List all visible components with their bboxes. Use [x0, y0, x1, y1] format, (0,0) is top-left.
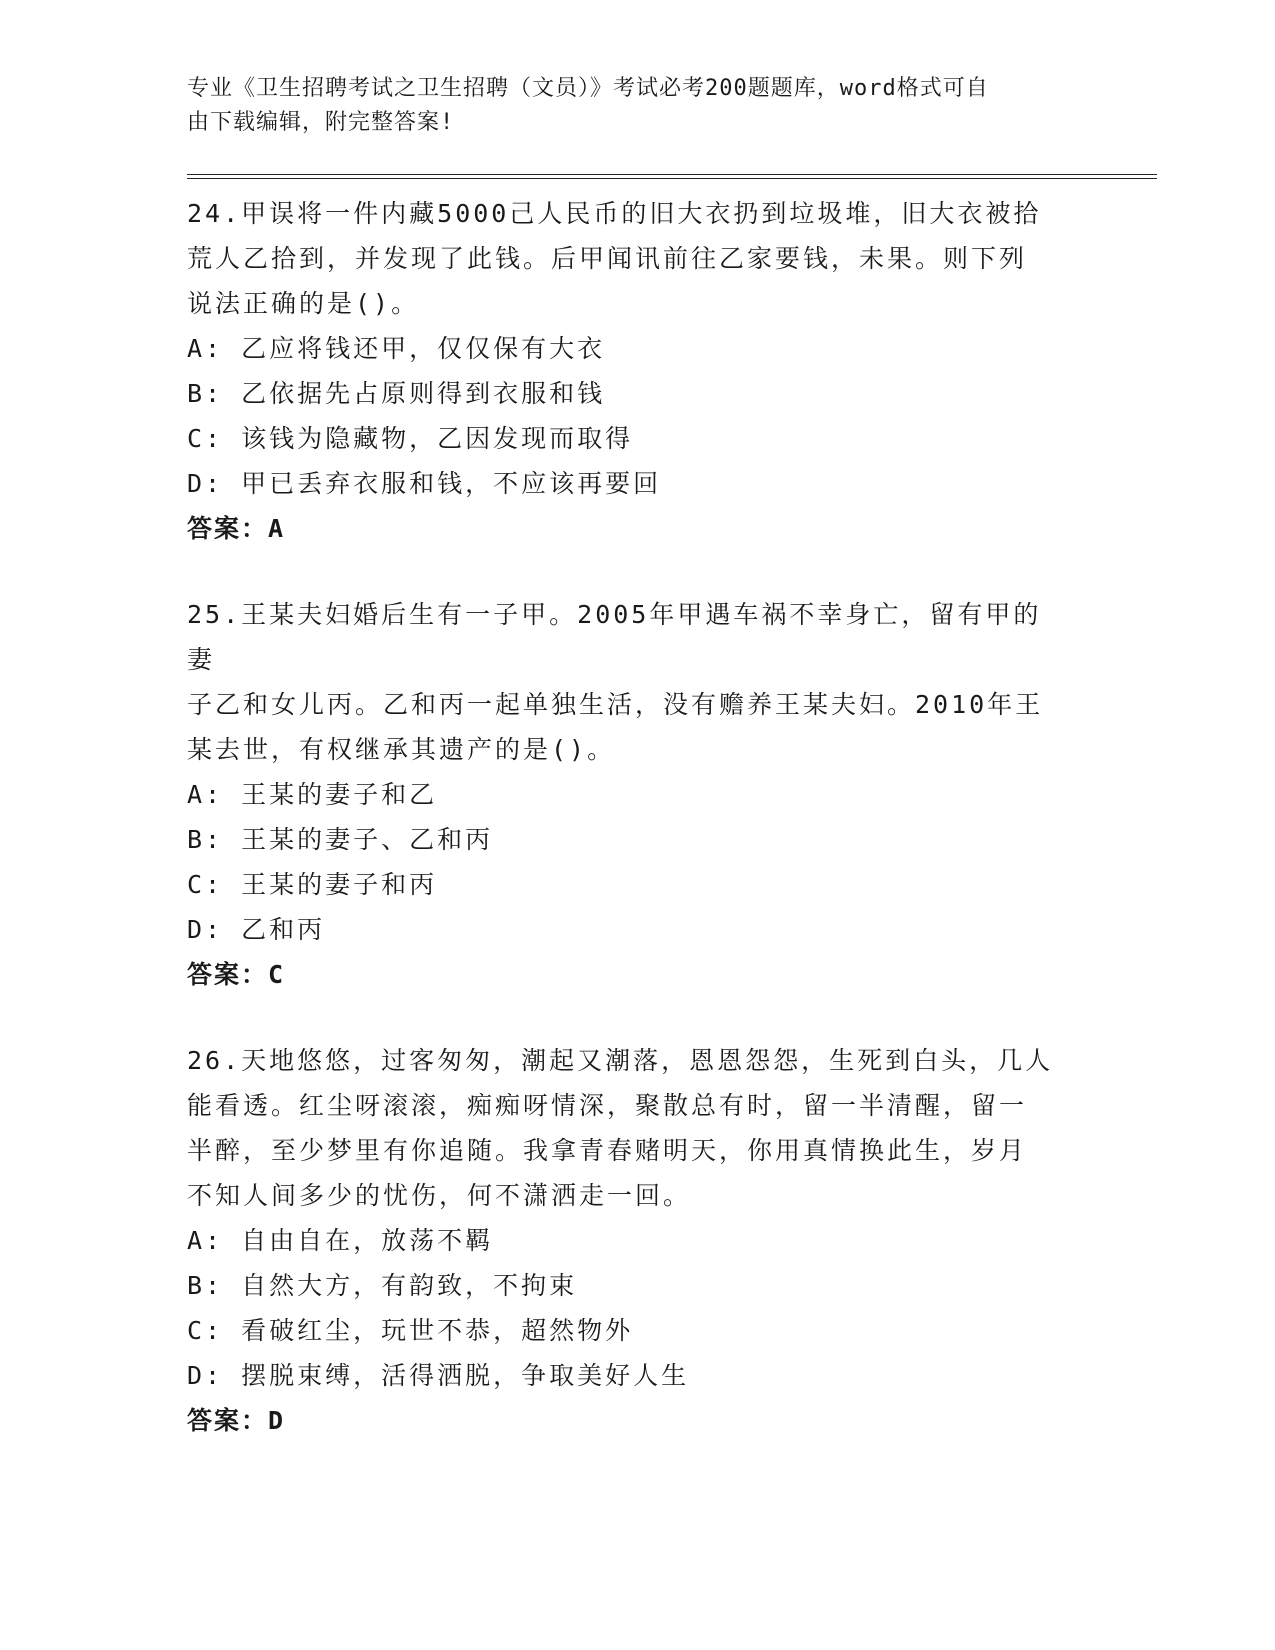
option-b: B: 乙依据先占原则得到衣服和钱 — [187, 379, 606, 408]
question-25 — [187, 592, 1157, 998]
stem-line: 25.王某夫妇婚后生有一子甲。2005年甲遇车祸不幸身亡，留有甲的妻 — [187, 600, 1042, 674]
option-a: A: 自由自在，放荡不羁 — [187, 1226, 494, 1255]
document-header — [187, 72, 1067, 140]
question-stem — [187, 191, 1067, 326]
stem-line: 说法正确的是()。 — [187, 289, 420, 318]
option-a: A: 乙应将钱还甲，仅仅保有大衣 — [187, 334, 606, 363]
header-line: 专业《卫生招聘考试之卫生招聘（文员）》考试必考200题题库，word格式可自 — [187, 76, 989, 101]
question-stem — [187, 592, 1067, 772]
stem-line: 26.天地悠悠，过客匆匆，潮起又潮落，恩恩怨怨，生死到白头，几人 — [187, 1046, 1054, 1075]
option-d: D: 乙和丙 — [187, 915, 326, 944]
option-c: C: 该钱为隐藏物，乙因发现而取得 — [187, 424, 634, 453]
stem-line: 荒人乙拾到，并发现了此钱。后甲闻讯前往乙家要钱，未果。则下列 — [187, 244, 1028, 273]
question-26 — [187, 1038, 1157, 1444]
answer-line: 答案：A — [187, 514, 286, 543]
option-c: C: 看破红尘，玩世不恭，超然物外 — [187, 1316, 634, 1345]
option-a: A: 王某的妻子和乙 — [187, 780, 438, 809]
document-page — [187, 72, 1157, 1484]
answer-line: 答案：C — [187, 960, 286, 989]
stem-line: 24.甲误将一件内藏5000己人民币的旧大衣扔到垃圾堆，旧大衣被拾 — [187, 199, 1042, 228]
option-b: B: 王某的妻子、乙和丙 — [187, 825, 494, 854]
divider-line — [187, 174, 1157, 175]
divider-line — [187, 178, 1157, 179]
stem-line: 半醉，至少梦里有你追随。我拿青春赌明天，你用真情换此生，岁月 — [187, 1136, 1028, 1165]
question-stem — [187, 1038, 1067, 1218]
stem-line: 能看透。红尘呀滚滚，痴痴呀情深，聚散总有时，留一半清醒，留一 — [187, 1091, 1028, 1120]
answer-line: 答案：D — [187, 1406, 286, 1435]
stem-line: 子乙和女儿丙。乙和丙一起单独生活，没有赡养王某夫妇。2010年王 — [187, 690, 1044, 719]
question-24 — [187, 191, 1157, 552]
option-c: C: 王某的妻子和丙 — [187, 870, 438, 899]
header-divider — [187, 174, 1157, 179]
option-d: D: 摆脱束缚，活得洒脱，争取美好人生 — [187, 1361, 690, 1390]
header-line: 由下载编辑，附完整答案! — [187, 110, 455, 135]
stem-line: 不知人间多少的忧伤，何不潇洒走一回。 — [187, 1181, 692, 1210]
question-list — [187, 191, 1157, 1444]
option-b: B: 自然大方，有韵致，不拘束 — [187, 1271, 578, 1300]
option-d: D: 甲已丢弃衣服和钱，不应该再要回 — [187, 469, 662, 498]
stem-line: 某去世，有权继承其遗产的是()。 — [187, 735, 616, 764]
